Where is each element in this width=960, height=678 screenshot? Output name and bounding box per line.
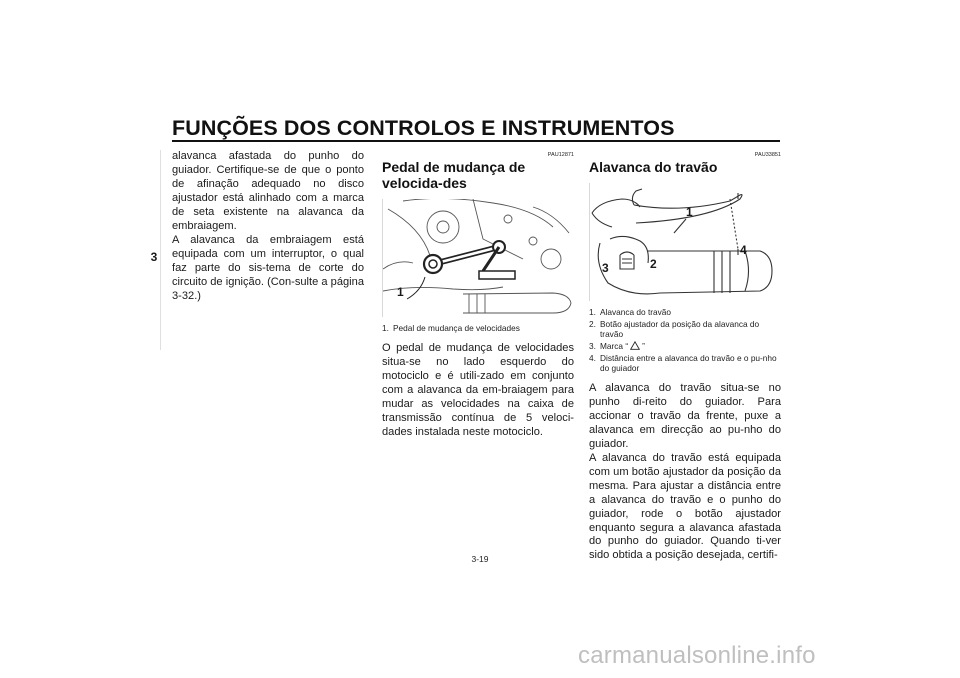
caption-item <box>589 319 781 339</box>
caption-number: 1. <box>382 323 389 333</box>
left-column <box>172 150 364 303</box>
section-code: PAU33851 <box>754 152 781 158</box>
section-title: Pedal de mudança de velocida-des <box>382 159 526 191</box>
middle-paragraph: O pedal de mudança de velocidades situa-se no lado esquerdo do motociclo e é utili-zado em conjunto com a alavanca da em-braiagem para mudar as velocidades na caixa de transmissão contínua de 5 veloci-dades instalada neste motociclo. <box>382 342 574 438</box>
middle-column <box>382 152 574 440</box>
shift-pedal-illustration <box>383 199 573 317</box>
figure-callout: 4 <box>740 243 747 257</box>
figure-callout: 1 <box>686 205 693 219</box>
caption-item <box>589 307 781 317</box>
page-number: 3-19 <box>471 554 489 564</box>
caption-text: Alavanca do travão <box>600 307 672 317</box>
right-paragraph: A alavanca do travão situa-se no punho di-reito do guiador. Para accionar o travão da frente, puxe a alavanca em direcção ao pu-nho do guiador. <box>589 382 781 450</box>
left-paragraph: A alavanca da embraiagem está equipada com um interruptor, o qual faz parte do sis-tema de corte do circuito de ignição. (Con-sulte a página 3-32.) <box>172 233 364 302</box>
figure-callout: 3 <box>602 261 609 275</box>
right-column <box>589 152 781 563</box>
triangle-mark-icon <box>630 341 640 350</box>
caption-item <box>589 353 781 373</box>
caption-item <box>589 341 781 351</box>
right-paragraph: A alavanca do travão está equipada com um botão ajustador da posição da mesma. Para ajustar a distância entre a alavanca do travão e o punho do guiador, rode o botão ajustador enquanto segura a alavanca afastada do punho do guiador. Quando ti-ver sido obtida a posição desejada, certifi- <box>589 451 781 562</box>
section-code: PAU12871 <box>547 152 574 158</box>
figure-captions <box>589 307 781 373</box>
figure-captions <box>382 323 574 333</box>
caption-text: Pedal de mudança de velocidades <box>393 323 520 333</box>
caption-item <box>382 323 574 333</box>
shift-pedal-figure <box>382 199 573 317</box>
caption-number: 1. <box>589 307 596 317</box>
left-paragraph: alavanca afastada do punho do guiador. Certifique-se de que o ponto de afinação adequado no disco ajustador está alinhado com a marca de seta existente na alavanca da embraiagem. <box>172 150 364 232</box>
caption-number: 4. <box>589 353 596 363</box>
brake-lever-figure <box>589 183 780 301</box>
watermark: carmanualsonline.info <box>578 642 816 669</box>
chapter-tab: 3 <box>150 250 158 264</box>
caption-prefix: Marca “ <box>600 341 629 351</box>
brake-lever-illustration <box>590 183 780 301</box>
caption-number: 2. <box>589 319 596 329</box>
caption-suffix: ” <box>642 341 645 351</box>
page-title: FUNÇÕES DOS CONTROLOS E INSTRUMENTOS <box>172 116 675 140</box>
figure-callout: 1 <box>397 285 404 299</box>
caption-number: 3. <box>589 341 596 351</box>
section-title: Alavanca do travão <box>589 159 718 175</box>
figure-callout: 2 <box>650 257 657 271</box>
caption-text <box>600 341 645 351</box>
caption-text: Botão ajustador da posição da alavanca do travão <box>600 319 760 339</box>
caption-text: Distância entre a alavanca do travão e o pu-nho do guiador <box>600 353 777 373</box>
title-rule <box>172 140 780 142</box>
